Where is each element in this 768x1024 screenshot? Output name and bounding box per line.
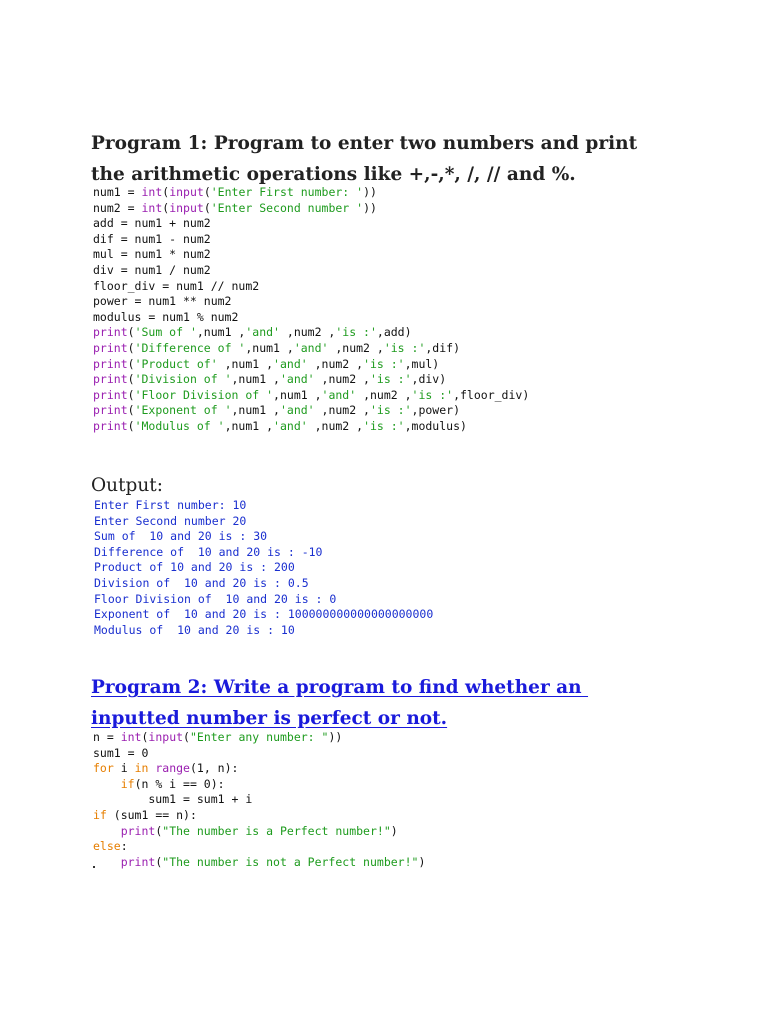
program1-code-line [93, 357, 529, 373]
program1-code-token: 'is :' [335, 325, 377, 340]
program1-code-token: ,floor_div) [453, 387, 530, 402]
program1-code-token: print [93, 372, 128, 387]
program1-code-token: 'Modulus of ' [134, 418, 225, 433]
program1-code-token: int [141, 185, 163, 199]
program1-code-token: modulus = num1 % num2 [93, 309, 239, 324]
program1-code-token: 'and' [245, 325, 280, 340]
program1-code-token: ( [127, 356, 135, 371]
program2-code-token: )) [328, 730, 343, 744]
program2-code-token [93, 824, 121, 838]
program2-code-token: int [120, 730, 142, 744]
program1-code-token: ,num1 , [273, 387, 322, 402]
program2-code-token: "The number is a Perfect number!" [162, 823, 391, 838]
program1-code-token: div = num1 / num2 [93, 262, 211, 277]
program2-code-token: print [120, 823, 156, 838]
program2-code-line [93, 792, 425, 808]
program1-code-token: 'and' [273, 356, 308, 371]
program1-code-line [93, 294, 529, 310]
program1-code-line [93, 232, 529, 248]
program2-code-token: (n % i == 0): [134, 776, 225, 791]
program1-code-token: ,num1 , [196, 325, 246, 340]
program1-code-token: ( [162, 200, 170, 215]
program1-code-line [93, 325, 529, 341]
program2-code-token: if [120, 776, 135, 791]
program2-code-line [93, 839, 425, 855]
program1-code-block [93, 185, 529, 435]
program1-code-token: 'is :' [363, 356, 405, 371]
program1-code-token: print [93, 403, 128, 418]
program1-code-token: 'and' [293, 340, 329, 355]
program2-code-token: i [113, 761, 135, 776]
program1-code-token: 'Exponent of ' [134, 403, 232, 418]
output-line: Modulus of 10 and 20 is : 10 [94, 622, 295, 637]
program1-code-line [93, 419, 529, 435]
program1-code-token: ,num2 , [314, 372, 370, 387]
program1-code-token: ,num2 , [279, 325, 336, 340]
program1-code-token: 'and' [273, 418, 308, 433]
output-line: Exponent of 10 and 20 is : 100000000000000000000 [94, 607, 434, 622]
program1-code-token: ,num2 , [307, 418, 364, 433]
program1-code-token: power = num1 ** num2 [93, 294, 232, 309]
program1-code-token: print [93, 387, 128, 402]
stray-dot [93, 866, 95, 868]
program2-code-token: ) [390, 823, 398, 838]
program1-code-line [93, 403, 529, 419]
program1-code-token: ,num1 , [224, 418, 274, 433]
program2-code-token: "Enter any number: " [189, 730, 329, 744]
program1-code-token: input [169, 200, 204, 215]
program1-code-token: ( [162, 185, 170, 199]
program2-code-token: range [155, 761, 190, 776]
program2-code-token: sum1 = 0 [93, 745, 149, 760]
program2-code-line [93, 761, 425, 777]
program1-code-token: ( [127, 418, 135, 433]
program1-heading-line1: Program 1: Program to enter two numbers and print [91, 133, 638, 154]
program1-code-token: int [141, 200, 163, 215]
program1-code-token: input [169, 185, 204, 199]
program2-code-token: ( [155, 823, 163, 838]
program2-code-token: if [93, 807, 107, 822]
program1-code-token: dif = num1 - num2 [93, 231, 211, 246]
program1-code-token: 'Product of' [134, 356, 218, 371]
program2-code-token: print [120, 854, 156, 869]
program1-code-token: 'is :' [369, 403, 412, 418]
program1-code-token: 'and' [321, 387, 357, 402]
program1-code-token: ( [203, 200, 211, 215]
program2-code-token: "The number is not a Perfect number!" [162, 854, 419, 869]
program1-code-token: ,num2 , [356, 387, 412, 402]
program2-code-line [93, 746, 425, 762]
program1-code-line [93, 310, 529, 326]
program2-code-token: ) [418, 854, 426, 869]
program1-code-token: 'is :' [383, 340, 426, 355]
program1-code-token: num1 = [93, 185, 142, 199]
output-line: Floor Division of 10 and 20 is : 0 [94, 591, 337, 606]
program1-code-token: )) [363, 185, 377, 199]
program1-code-token: ,num2 , [314, 403, 370, 418]
program1-code-line [93, 263, 529, 279]
program2-code-line [93, 777, 425, 793]
program2-code-line [93, 730, 425, 746]
program1-code-token: ,mul) [404, 356, 440, 371]
program1-code-line [93, 372, 529, 388]
program2-code-token [93, 777, 121, 791]
program1-code-token: ,add) [376, 325, 412, 340]
program1-code-token: ,num1 , [217, 356, 274, 371]
program2-code-token: else [93, 839, 121, 854]
output-line: Enter Second number 20 [94, 513, 247, 528]
program1-code-token: 'Division of ' [134, 372, 232, 387]
program1-code-token: print [93, 340, 128, 355]
program1-code-line [93, 341, 529, 357]
program1-code-line [93, 388, 529, 404]
program2-code-line [93, 824, 425, 840]
program1-code-token: ,modulus) [404, 418, 467, 433]
program1-code-token: ( [127, 325, 135, 340]
program2-code-token: n = [93, 730, 121, 744]
program2-code-block [93, 730, 425, 870]
program1-code-token: 'is :' [411, 387, 454, 402]
program1-code-token: ,num2 , [307, 356, 364, 371]
output-line: Sum of 10 and 20 is : 30 [94, 529, 268, 544]
program1-code-token: 'Floor Division of ' [134, 387, 274, 402]
program2-code-token: (1, n): [189, 761, 239, 776]
program2-code-token: in [134, 761, 149, 776]
program2-code-token: : [120, 839, 128, 854]
program1-code-token: ( [127, 340, 135, 355]
program1-code-line [93, 247, 529, 263]
program1-code-token: num2 = [93, 200, 142, 215]
program2-code-token: (sum1 == n): [106, 807, 197, 822]
program2-heading-line2[interactable]: inputted number is perfect or not. [91, 708, 448, 729]
program1-code-token: ,power) [411, 403, 460, 418]
program1-code-token: ,div) [411, 372, 447, 387]
program1-code-line [93, 201, 529, 217]
program1-code-token: ( [127, 387, 135, 402]
program1-code-token: add = num1 + num2 [93, 216, 211, 231]
program1-code-token: ( [203, 185, 211, 199]
program2-heading-line1[interactable]: Program 2: Write a program to find whether an [91, 677, 589, 698]
program1-code-token: print [93, 325, 128, 340]
program2-code-token: for [93, 761, 114, 776]
program1-code-token: 'Enter First number: ' [210, 185, 364, 199]
output-line: Enter First number: 10 [94, 498, 247, 512]
program1-code-token: ( [127, 403, 135, 418]
program1-code-token: 'Difference of ' [134, 340, 246, 355]
program2-code-token: ( [141, 730, 149, 744]
program1-code-token: ,num1 , [245, 340, 294, 355]
program2-code-line [93, 855, 425, 871]
program1-code-token: 'Sum of ' [134, 325, 197, 340]
program1-code-token: floor_div = num1 // num2 [93, 278, 260, 293]
program1-code-line [93, 216, 529, 232]
program2-code-token: input [148, 730, 184, 744]
program1-output-block [94, 498, 433, 638]
program2-code-token: ( [183, 730, 190, 744]
program1-code-token: 'and' [279, 372, 315, 387]
program1-code-token: mul = num1 * num2 [93, 247, 211, 262]
program1-code-token: ,dif) [425, 340, 460, 355]
output-line: Product of 10 and 20 is : 200 [94, 560, 295, 575]
program1-code-token: 'is :' [363, 418, 405, 433]
output-line: Division of 10 and 20 is : 0.5 [94, 575, 309, 590]
program2-code-token [93, 855, 121, 869]
program1-code-token: 'and' [279, 403, 315, 418]
program1-code-token: ( [127, 372, 135, 387]
program1-code-token: print [93, 418, 128, 433]
program1-code-token: ,num1 , [231, 372, 280, 387]
program1-code-token: )) [363, 200, 377, 215]
program1-code-line [93, 279, 529, 295]
program1-code-token: 'Enter Second number ' [210, 200, 364, 215]
program1-code-token: ,num1 , [231, 403, 280, 418]
program1-code-token: print [93, 356, 128, 371]
program2-code-line [93, 808, 425, 824]
program1-code-token: 'is :' [369, 372, 412, 387]
program1-code-token: ,num2 , [328, 340, 384, 355]
program1-code-line [93, 185, 529, 201]
program2-code-token: ( [155, 854, 163, 869]
output-line: Difference of 10 and 20 is : -10 [94, 544, 323, 559]
output-title: Output: [91, 475, 163, 496]
program1-heading-line2: the arithmetic operations like +,-,*, /, // and %. [91, 164, 576, 185]
program2-code-token: sum1 = sum1 + i [93, 792, 253, 807]
